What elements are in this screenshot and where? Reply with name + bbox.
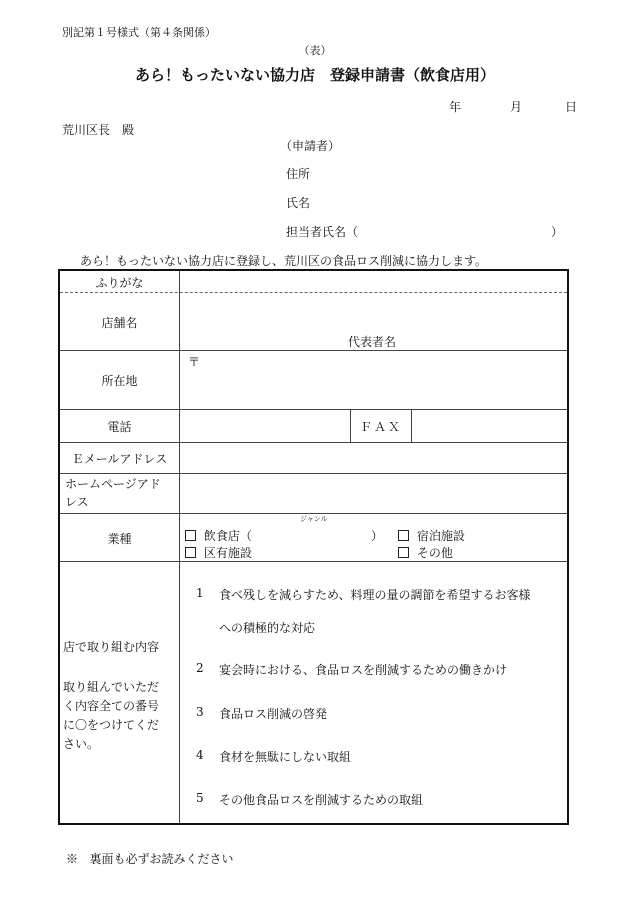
furigana-field[interactable] (182, 271, 567, 291)
row-divider (60, 561, 567, 562)
store-name-label: 店舗名 (101, 316, 138, 330)
document-title: あら！もったいない協力店 登録申請書（飲食店用） (134, 66, 495, 84)
form-number-label: 別記第１号様式（第４条関係） (62, 26, 216, 39)
side-label: （表） (298, 44, 332, 57)
option-other[interactable] (398, 544, 453, 561)
effort-item-number[interactable]: 1 (196, 586, 204, 600)
effort-item-number[interactable]: 4 (196, 748, 204, 762)
effort-item-text: 食品ロス削減の啓発 (219, 707, 328, 721)
effort-item-number[interactable]: 2 (196, 661, 204, 675)
representative-label: 代表者名 (348, 335, 397, 349)
lodging-option-label: 宿泊施設 (416, 529, 465, 543)
effort-item-text: 食材を無駄にしない取組 (219, 750, 352, 764)
other-checkbox[interactable] (398, 547, 409, 558)
efforts-instruction-line: さい。 (63, 737, 100, 751)
homepage-field[interactable] (182, 475, 567, 512)
efforts-instruction-line: に〇をつけてくだ (63, 718, 160, 732)
postal-mark: 〒 (188, 355, 201, 369)
homepage-label-line1: ホームページアド (65, 477, 161, 491)
footer-note-text: 裏面も必ずお読みください (89, 852, 234, 866)
row-divider (60, 350, 567, 351)
efforts-instruction-line: 取り組んでいただ (63, 680, 160, 694)
location-label: 所在地 (101, 374, 138, 388)
furigana-divider (60, 292, 567, 293)
phone-label: 電話 (107, 420, 132, 434)
effort-item-text: その他食品ロスを削減するための取組 (219, 793, 424, 807)
reference-mark: ※ (66, 852, 79, 866)
email-label: Ｅメールアドレス (71, 452, 168, 466)
effort-item-text: 宴会時における、食品ロスを削減するための働きかけ (219, 663, 508, 677)
label-column-divider (179, 271, 180, 823)
applicant-address-label: 住所 (286, 167, 311, 181)
efforts-label: 店で取り組む内容 (63, 640, 160, 654)
phone-field[interactable] (182, 411, 348, 441)
genre-ruby: ジャンル (300, 515, 328, 523)
fax-divider-right (411, 409, 412, 442)
option-lodging[interactable] (398, 527, 465, 544)
fax-field[interactable] (414, 411, 567, 441)
contact-person-close-paren: ） (551, 225, 564, 239)
fax-label: ＦＡＸ (359, 420, 402, 434)
footer-note (66, 850, 233, 867)
location-field[interactable] (182, 352, 567, 408)
business-type-label: 業種 (107, 532, 132, 546)
effort-item-number[interactable]: 5 (196, 791, 204, 805)
addressee: 荒川区長 殿 (62, 123, 135, 137)
ward-facility-checkbox[interactable] (185, 547, 196, 558)
date-day-label: 日 (565, 100, 578, 114)
store-name-field[interactable] (182, 294, 567, 332)
effort-item-text: 食べ残しを減らすため、料理の量の調節を希望するお客様 (219, 588, 531, 602)
lodging-checkbox[interactable] (398, 530, 409, 541)
row-divider (60, 409, 567, 410)
row-divider (60, 442, 567, 443)
ward-facility-option-label: 区有施設 (203, 546, 252, 560)
homepage-label-line2: レス (65, 495, 89, 509)
other-option-label: その他 (416, 546, 453, 560)
option-restaurant[interactable] (185, 527, 252, 544)
restaurant-close-paren: ） (371, 529, 384, 543)
agreement-statement: あら！もったいない協力店に登録し、荒川区の食品ロス削減に協力します。 (80, 254, 488, 268)
applicant-heading: （申請者） (280, 139, 341, 153)
date-year-label: 年 (449, 100, 462, 114)
effort-item-text-continued: への積極的な対応 (219, 621, 316, 635)
application-form-table (58, 269, 569, 825)
date-month-label: 月 (510, 100, 523, 114)
option-ward-facility[interactable] (185, 544, 252, 561)
efforts-instruction-line: く内容全ての番号 (63, 699, 160, 713)
applicant-name-label: 氏名 (286, 196, 311, 210)
restaurant-option-label: 飲食店（ (203, 529, 252, 543)
row-divider (60, 473, 567, 474)
restaurant-checkbox[interactable] (185, 530, 196, 541)
contact-person-label: 担当者氏名（ (286, 225, 359, 239)
email-field[interactable] (182, 444, 567, 472)
effort-item-number[interactable]: 3 (196, 705, 204, 719)
furigana-label: ふりがな (95, 276, 144, 290)
